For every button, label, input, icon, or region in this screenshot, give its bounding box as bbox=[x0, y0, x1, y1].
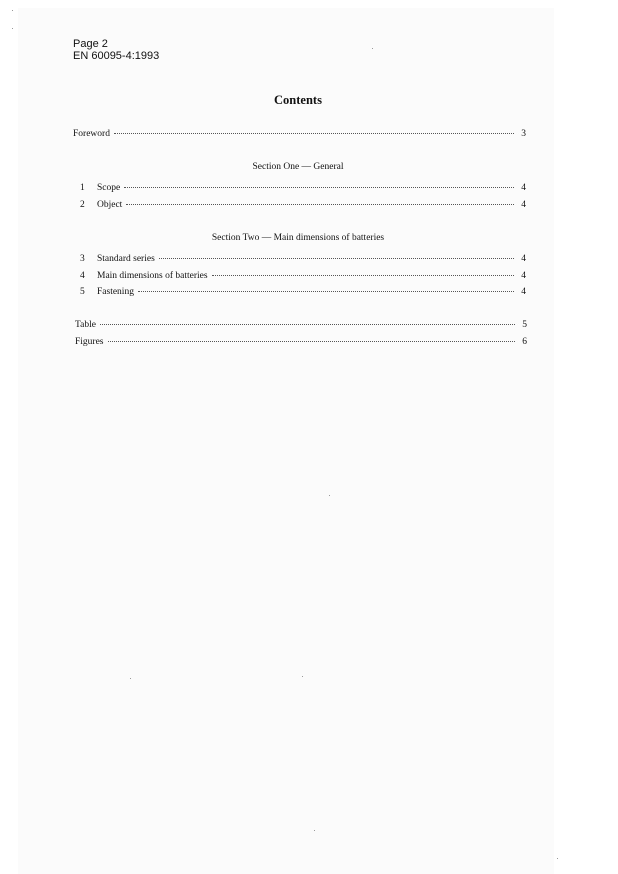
toc-entry-table[interactable] bbox=[75, 320, 527, 330]
scan-speck bbox=[12, 10, 13, 11]
toc-entry-page: 6 bbox=[522, 337, 527, 347]
toc-entry-label: Standard series bbox=[97, 254, 155, 264]
toc-entry-standard-series[interactable] bbox=[80, 254, 526, 264]
toc-entry-label: Fastening bbox=[97, 287, 134, 297]
toc-entry-page: 5 bbox=[522, 320, 527, 330]
toc-entry-number: 5 bbox=[80, 287, 85, 297]
toc-entry-main-dimensions[interactable] bbox=[80, 271, 526, 281]
toc-entry-label: Foreword bbox=[73, 129, 110, 139]
scan-speck bbox=[302, 676, 303, 677]
toc-entry-page: 4 bbox=[521, 183, 526, 193]
toc-entry-label: Main dimensions of batteries bbox=[97, 271, 208, 281]
toc-entry-label: Object bbox=[97, 200, 123, 210]
toc-entry-number: 4 bbox=[80, 271, 85, 281]
page-number-label: Page 2 bbox=[73, 38, 108, 50]
section-one-heading: Section One — General bbox=[252, 162, 344, 172]
dot-leader bbox=[114, 133, 514, 134]
scan-speck bbox=[329, 495, 330, 496]
toc-entry-number: 3 bbox=[80, 254, 85, 264]
toc-entry-label: Scope bbox=[97, 183, 121, 193]
toc-entry-page: 4 bbox=[521, 287, 526, 297]
toc-entry-fastening[interactable] bbox=[80, 287, 526, 297]
toc-entry-number: 1 bbox=[80, 183, 85, 193]
dot-leader bbox=[126, 204, 514, 205]
toc-entry-label: Figures bbox=[75, 337, 104, 347]
dot-leader bbox=[212, 275, 514, 276]
scan-speck bbox=[314, 830, 315, 831]
toc-entry-foreword[interactable] bbox=[73, 129, 526, 139]
toc-entry-object[interactable] bbox=[80, 200, 526, 210]
scan-speck bbox=[557, 858, 558, 859]
toc-entry-page: 4 bbox=[521, 271, 526, 281]
section-two-heading: Section Two — Main dimensions of batteries bbox=[211, 233, 385, 243]
toc-entry-page: 3 bbox=[521, 129, 526, 139]
toc-entry-figures[interactable] bbox=[75, 337, 527, 347]
dot-leader bbox=[108, 341, 516, 342]
toc-entry-number: 2 bbox=[80, 200, 85, 210]
contents-title: Contents bbox=[274, 93, 322, 107]
page-header bbox=[73, 38, 159, 62]
dot-leader bbox=[138, 291, 514, 292]
scan-speck bbox=[372, 48, 373, 49]
toc-entry-page: 4 bbox=[521, 200, 526, 210]
scan-speck bbox=[12, 28, 13, 29]
dot-leader bbox=[100, 324, 515, 325]
toc-entry-label: Table bbox=[75, 320, 96, 330]
toc-entry-scope[interactable] bbox=[80, 183, 526, 193]
dot-leader bbox=[159, 258, 514, 259]
toc-entry-page: 4 bbox=[521, 254, 526, 264]
scan-speck bbox=[130, 678, 131, 679]
document-id: EN 60095-4:1993 bbox=[73, 50, 160, 62]
dot-leader bbox=[124, 187, 514, 188]
